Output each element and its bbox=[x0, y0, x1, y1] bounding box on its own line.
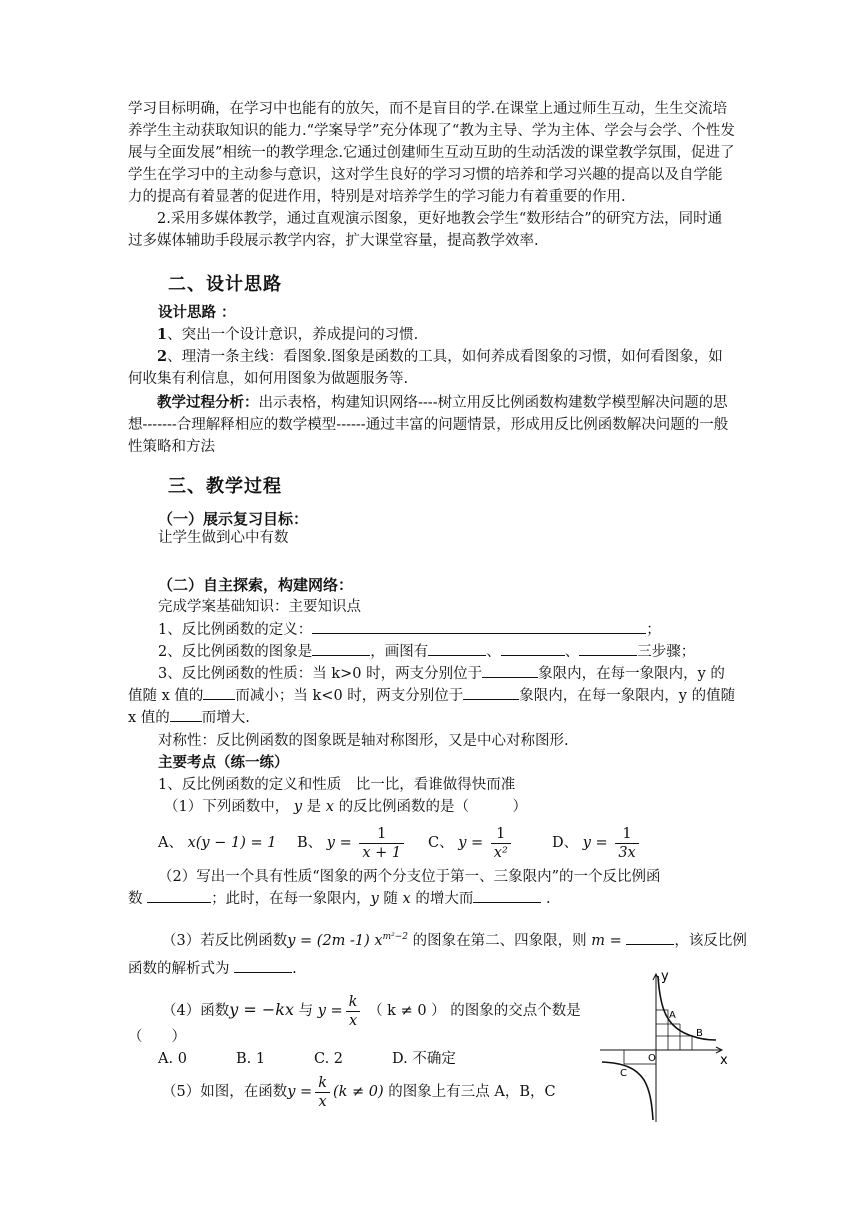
design-item-2-text: 、理清一条主线：看图象.图象是函数的工具，如何养成看图象的习惯，如何看图象，如何收集有利信息，如何用图象为做题服务等. bbox=[128, 349, 723, 387]
q2-f: . bbox=[545, 891, 551, 907]
q2-x: x bbox=[402, 891, 411, 907]
q2-b: 数 bbox=[128, 891, 143, 907]
q5-fraction bbox=[315, 1074, 330, 1111]
option-b-den: x + 1 bbox=[362, 844, 402, 861]
blank-graph-shape[interactable] bbox=[312, 641, 370, 656]
option-b-y: y = bbox=[326, 835, 352, 851]
design-item-2-num: 2 bbox=[157, 348, 168, 365]
hyperbola-branch-q3 bbox=[602, 1062, 653, 1120]
blank-monotonic[interactable] bbox=[473, 888, 541, 903]
question-4 bbox=[162, 990, 581, 1030]
blank-quadrant-neg[interactable] bbox=[463, 685, 519, 700]
question-2-line-2 bbox=[128, 888, 551, 910]
option-c bbox=[428, 823, 514, 863]
q3-a: （3）若反比例函数 bbox=[162, 932, 288, 949]
q4-y: y = bbox=[317, 1003, 343, 1019]
subheading-review-goals: （一）展示复习目标： bbox=[158, 510, 309, 528]
knowledge-3-a: 3、反比例函数的性质：当 k>0 时，两支分别位于 bbox=[158, 666, 483, 682]
option-b-fraction bbox=[359, 825, 404, 862]
q4-cond: （ k ≠ 0 ） bbox=[368, 1003, 446, 1019]
q4-num: k bbox=[346, 993, 361, 1012]
option-c-num: 1 bbox=[491, 825, 511, 844]
x-axis-label: x bbox=[720, 1053, 728, 1068]
option-d bbox=[552, 823, 642, 863]
q4-den: x bbox=[348, 1012, 358, 1029]
knowledge-3-line-3 bbox=[128, 707, 250, 729]
hyperbola-figure bbox=[596, 968, 736, 1124]
hyperbola-branch-q1 bbox=[658, 976, 716, 1040]
point-b-label: B bbox=[696, 1028, 703, 1039]
q4-option-b: B. 1 bbox=[236, 1051, 266, 1067]
blank-m-value[interactable] bbox=[626, 930, 674, 945]
process-analysis bbox=[128, 392, 736, 458]
option-c-den: x² bbox=[493, 844, 508, 861]
option-d-num: 1 bbox=[615, 825, 638, 844]
design-item-2 bbox=[128, 346, 736, 390]
question-1 bbox=[164, 796, 527, 818]
option-b-num: 1 bbox=[359, 825, 404, 844]
q1-options bbox=[158, 823, 276, 863]
point-a-label: A bbox=[669, 1010, 676, 1021]
option-a-expr: x(y − 1) = 1 bbox=[187, 835, 277, 851]
origin-label: O bbox=[648, 1053, 656, 1064]
blank-increase-1[interactable] bbox=[203, 685, 235, 700]
q5-y: y = bbox=[287, 1084, 313, 1100]
intro-paragraph-2: 2.采用多媒体教学，通过直观演示图象，更好地教会学生“数形结合”的研究方法，同时通过多媒体辅助手段展示教学内容，扩大课堂容量，提高教学效率. bbox=[128, 211, 723, 249]
knowledge-1 bbox=[158, 619, 661, 641]
design-item-1 bbox=[128, 324, 736, 346]
q3-exponent: m²−2 bbox=[382, 932, 409, 942]
q1-y: y bbox=[293, 799, 303, 815]
option-d-den: 3x bbox=[618, 844, 636, 861]
q5-a: （5）如图，在函数 bbox=[162, 1084, 288, 1100]
q4-option-d: D. 不确定 bbox=[392, 1051, 456, 1067]
knowledge-2-b: ，画图有 bbox=[370, 644, 429, 660]
q3-m: m = bbox=[591, 932, 622, 949]
knowledge-2-d: 、 bbox=[564, 644, 580, 660]
option-c-fraction bbox=[491, 825, 511, 862]
option-d-fraction bbox=[615, 825, 638, 862]
question-3-line-1 bbox=[162, 926, 747, 952]
symmetry-text: 对称性：反比例函数的图象既是轴对称图形，又是中心对称图形. bbox=[158, 733, 569, 749]
design-label: 设计思路 ： bbox=[158, 304, 236, 321]
q5-b: 的图象上有三点 A，B，C bbox=[388, 1084, 556, 1100]
design-item-1-text: 、突出一个设计意识，养成提问的习惯. bbox=[167, 327, 419, 343]
q4-c: 的图象的交点个数是 bbox=[450, 1003, 581, 1019]
option-b-label: B、 bbox=[297, 835, 323, 851]
q4-option-a: A. 0 bbox=[158, 1051, 187, 1067]
question-3-line-2 bbox=[128, 958, 297, 980]
option-d-label: D、 bbox=[552, 835, 579, 851]
q5-cond: (k ≠ 0) bbox=[332, 1084, 384, 1100]
question-5 bbox=[162, 1072, 556, 1112]
review-goals-text: 让学生做到心中有数 bbox=[158, 530, 289, 546]
q4-a: （4）函数 bbox=[162, 1003, 230, 1019]
q3-expr: y = (2m -1) x bbox=[287, 932, 383, 949]
q4-expr1: y = −kx bbox=[229, 1000, 294, 1019]
question-2-line-1: （2）写出一个具有性质“图象的两个分支位于第一、三象限内”的一个反比例函 bbox=[158, 869, 661, 885]
knowledge-2 bbox=[158, 641, 695, 663]
knowledge-1-label: 1、反比例函数的定义： bbox=[158, 622, 313, 638]
main-point-1: 1、反比例函数的定义和性质 比一比，看谁做得快而准 bbox=[158, 777, 516, 793]
knowledge-3-c: 值随 x 值的 bbox=[128, 688, 204, 704]
q5-num: k bbox=[315, 1074, 330, 1093]
q3-d: ，该反比例 bbox=[674, 932, 747, 949]
knowledge-3-b: 象限内，在每一象限内，y 的 bbox=[538, 666, 725, 682]
main-points-heading: 主要考点（练一练） bbox=[158, 754, 289, 771]
q3-f: . bbox=[292, 961, 297, 977]
section-heading-design: 二、设计思路 bbox=[168, 274, 282, 295]
section-heading-process: 三、教学过程 bbox=[168, 476, 282, 497]
blank-increase-2[interactable] bbox=[170, 707, 202, 722]
explore-intro: 完成学案基础知识：主要知识点 bbox=[158, 599, 361, 615]
q4-paren: （ ） bbox=[128, 1029, 186, 1045]
q2-e: 的增大而 bbox=[415, 891, 474, 907]
q1-c: 的反比例函数的是（ ） bbox=[338, 799, 528, 815]
intro-paragraph-1: 学习目标明确，在学习中也能有的放矢，而不是盲目的学.在课堂上通过师生互动，生生交流培养学生主动获取知识的能力.“学案导学”充分体现了“教为主导、学为主体、学会与会学、个性发展与全面发展”相统一的教学理念.它通过创建师生互动互助的生动活泼的课堂教学氛围，促进了学生在学习中的主动参与意识，这对学生良好的学习习惯的培养和学习兴趣的提高以及自学能力的提高有着显著的促进作用，特别是对培养学生的学习能力有着重要的作用. bbox=[128, 101, 735, 205]
knowledge-3-line-2 bbox=[128, 685, 735, 707]
knowledge-3-e: 象限内，在每一象限内，y 的值随 bbox=[519, 688, 736, 704]
q2-c: ；此时，在每一象限内， bbox=[211, 891, 371, 907]
q3-b: 的图象在第二、四象限，则 bbox=[412, 932, 587, 949]
q1-b: 是 bbox=[306, 799, 322, 815]
blank-analytic-expression[interactable] bbox=[234, 958, 292, 973]
knowledge-3-g: 而增大. bbox=[201, 710, 250, 726]
knowledge-1-end: ； bbox=[646, 622, 661, 638]
option-c-label: C、 bbox=[428, 835, 454, 851]
y-axis-label: y bbox=[661, 969, 669, 984]
option-b bbox=[297, 823, 407, 863]
process-label: 教学过程分析： bbox=[157, 394, 259, 411]
q4-option-c: C. 2 bbox=[314, 1051, 344, 1067]
option-c-y: y = bbox=[458, 835, 484, 851]
knowledge-3-line-1 bbox=[158, 663, 725, 685]
q2-y: y bbox=[370, 891, 379, 907]
q1-x: x bbox=[325, 799, 334, 815]
q1-a: （1）下列函数中， bbox=[164, 799, 290, 815]
point-c-label: C bbox=[620, 1068, 627, 1079]
option-d-y: y = bbox=[582, 835, 608, 851]
process-text: 出示表格，构建知识网络----树立用反比例函数构建数学模型解决问题的思想-------合理解释相应的数学模型------通过丰富的问题情景，形成用反比例函数解决问题的一般性策略和方法 bbox=[128, 395, 729, 455]
blank-step-2[interactable] bbox=[501, 641, 565, 656]
q4-b: 与 bbox=[298, 1003, 314, 1019]
blank-step-3[interactable] bbox=[579, 641, 637, 656]
option-a-label: A、 bbox=[158, 835, 183, 851]
knowledge-2-e: 三步骤； bbox=[637, 644, 696, 660]
q2-d: 随 bbox=[383, 891, 398, 907]
knowledge-3-d: 而减小；当 k<0 时，两支分别位于 bbox=[235, 688, 464, 704]
q5-den: x bbox=[318, 1093, 327, 1110]
design-item-1-num: 1 bbox=[157, 326, 168, 343]
knowledge-3-f: x 值的 bbox=[128, 710, 170, 726]
blank-example-function[interactable] bbox=[147, 888, 211, 903]
knowledge-2-a: 2、反比例函数的图象是 bbox=[158, 644, 313, 660]
q4-fraction bbox=[346, 993, 361, 1030]
blank-quadrant-pos[interactable] bbox=[482, 663, 538, 678]
q3-e: 函数的解析式为 bbox=[128, 961, 230, 977]
blank-definition[interactable] bbox=[312, 619, 646, 634]
blank-step-1[interactable] bbox=[428, 641, 486, 656]
knowledge-2-c: 、 bbox=[486, 644, 501, 660]
subheading-explore: （二）自主探索，构建网络： bbox=[158, 576, 354, 594]
